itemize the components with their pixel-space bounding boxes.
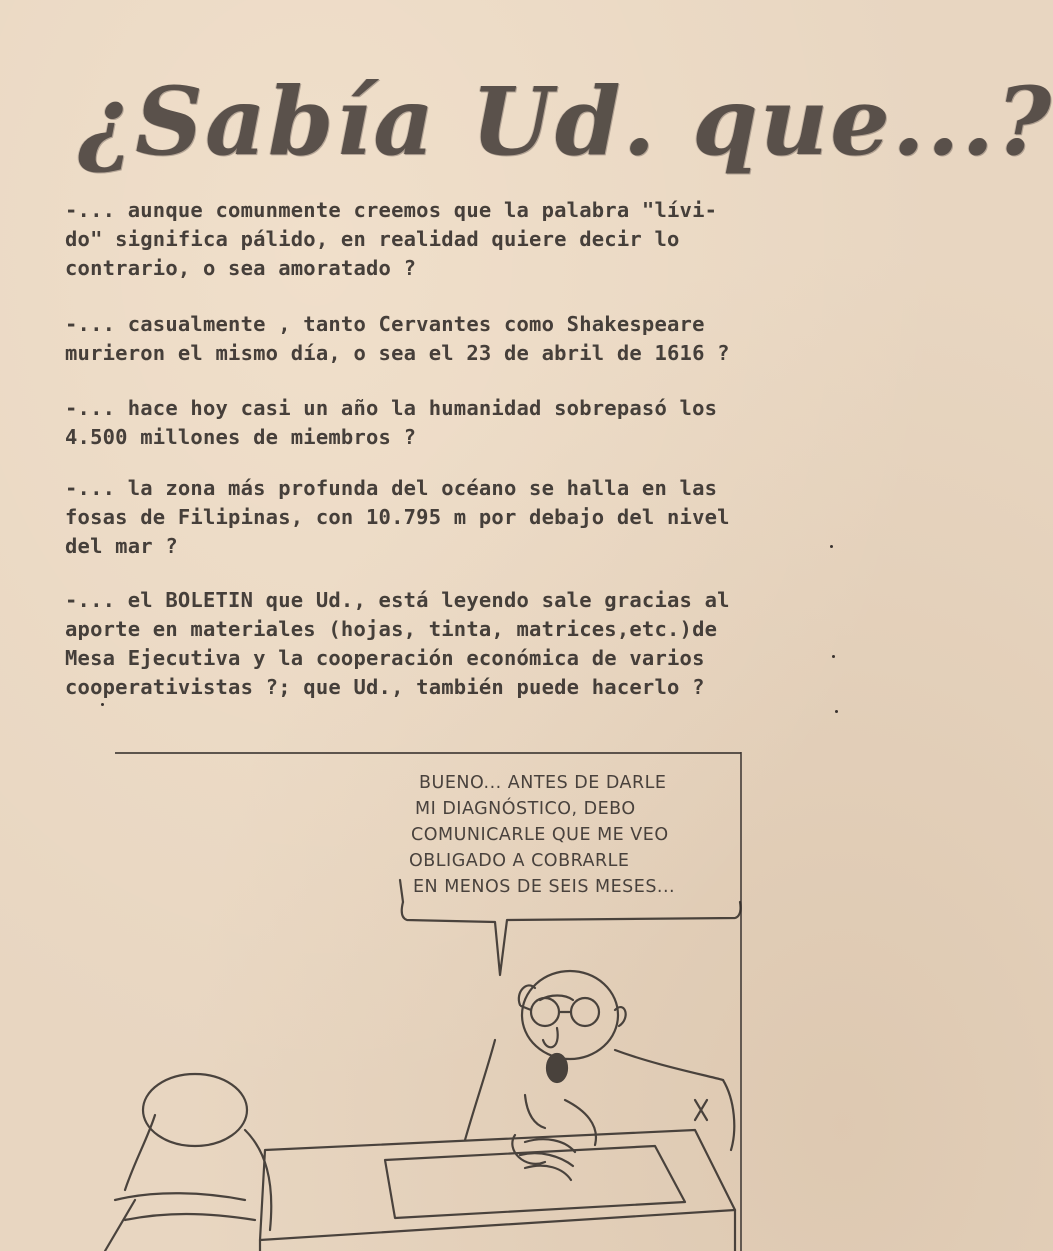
- desk: [260, 1130, 735, 1251]
- fact-line: -... aunque comunmente creemos que la palabra "lívi-: [65, 198, 718, 222]
- speech-bubble-left-edge: [400, 880, 403, 902]
- fact-line: -... casualmente , tanto Cervantes como Shakespeare: [65, 312, 705, 336]
- fact-line: cooperativistas ?; que Ud., también puede hacerlo ?: [65, 675, 705, 699]
- fact-line: aporte en materiales (hojas, tinta, matrices,etc.)de: [65, 617, 718, 641]
- fact-paragraph-1: [65, 196, 855, 283]
- page-title: ¿Sabía Ud. que...?: [78, 67, 1053, 177]
- ink-speck: [830, 545, 833, 548]
- fact-paragraph-3: [65, 394, 855, 452]
- fact-line: 4.500 millones de miembros ?: [65, 425, 417, 449]
- fact-paragraph-2: [65, 310, 855, 368]
- speech-line: OBLIGADO A COBRARLE: [409, 851, 630, 871]
- speech-bubble-text: [405, 770, 740, 920]
- fact-paragraph-5: [65, 586, 855, 702]
- fact-line: do" significa pálido, en realidad quiere decir lo: [65, 227, 680, 251]
- fact-line: murieron el mismo día, o sea el 23 de abril de 1616 ?: [65, 341, 730, 365]
- speech-line: BUENO... ANTES DE DARLE: [419, 773, 667, 793]
- patient-figure: [105, 1074, 271, 1251]
- fact-line: contrario, o sea amoratado ?: [65, 256, 417, 280]
- ink-speck: [101, 703, 104, 706]
- fact-line: Mesa Ejecutiva y la cooperación económica de varios: [65, 646, 705, 670]
- speech-bubble-outline: [402, 902, 741, 975]
- fact-line: del mar ?: [65, 534, 178, 558]
- cartoon-top-rule: [115, 752, 741, 754]
- fact-line: -... el BOLETIN que Ud., está leyendo sale gracias al: [65, 588, 730, 612]
- ink-speck: [835, 710, 838, 713]
- ink-speck: [832, 655, 835, 658]
- hands-on-desk: [512, 1135, 575, 1180]
- speech-line: COMUNICARLE QUE ME VEO: [411, 825, 669, 845]
- fact-line: -... hace hoy casi un año la humanidad sobrepasó los: [65, 396, 718, 420]
- doctor-cartoon-illustration: [95, 900, 755, 1251]
- speech-line: EN MENOS DE SEIS MESES...: [413, 877, 676, 897]
- fact-paragraph-4: [65, 474, 855, 561]
- speech-line: MI DIAGNÓSTICO, DEBO: [415, 799, 636, 819]
- doctor-figure: [465, 971, 734, 1150]
- fact-line: fosas de Filipinas, con 10.795 m por debajo del nivel: [65, 505, 730, 529]
- fact-line: -... la zona más profunda del océano se halla en las: [65, 476, 718, 500]
